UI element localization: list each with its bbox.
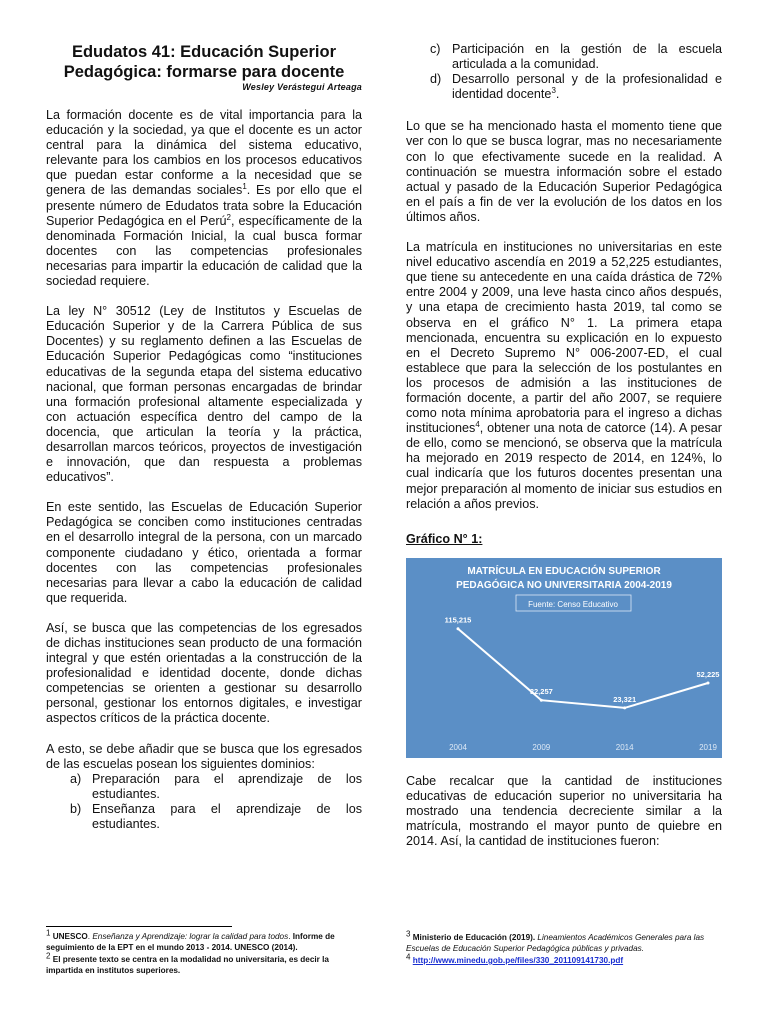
figure-label: Gráfico N° 1: bbox=[406, 531, 483, 546]
data-point bbox=[540, 698, 543, 701]
footnote-ref-3: 3 bbox=[551, 86, 556, 96]
footnotes-left bbox=[46, 926, 354, 977]
data-label: 52,225 bbox=[696, 669, 720, 679]
series-line bbox=[458, 628, 708, 707]
footnote-1: $^1$ UNESCO. Enseñanza y Aprendizaje: lograr la calidad para todos. Informe de seguimiento de la EPT en el mundo 2013 - 2014. UNESCO (2014). bbox=[46, 928, 335, 952]
document-title bbox=[46, 42, 362, 82]
chart-svg bbox=[406, 558, 722, 758]
left-column bbox=[46, 40, 362, 832]
paragraph-competencies: Así, se busca que las competencias de los egresados de dichas instituciones sean producto de una formación integral y que estén orientadas a la construcción de la profesionalidad e identidad docente, donde dichas competencias se orienten a gestionar su desarrollo personal, gestionar los entornos digitales, e investigar aspectos críticos de la práctica docente. bbox=[46, 620, 362, 726]
enrollment-chart bbox=[406, 558, 722, 758]
footnote-3: $^3$ Ministerio de Educación (2019). Lineamientos Académicos Generales para las Escuelas de Educación Superior Pedagógica públicas y privadas. bbox=[406, 929, 705, 953]
data-label: 23,321 bbox=[613, 694, 637, 704]
list-item: c) Participación en la gestión de la escuela articulada a la comunidad. bbox=[430, 42, 722, 72]
x-tick-label: 2009 bbox=[532, 742, 551, 752]
author-name: Wesley Verástegui Arteaga bbox=[242, 82, 362, 92]
title-line-1: Edudatos 41: Educación Superior bbox=[71, 43, 337, 61]
chart-subtitle: Fuente: Censo Educativo bbox=[528, 599, 618, 609]
chart-title-line-2: PEDAGÓGICA NO UNIVERSITARIA 2004-2019 bbox=[456, 579, 672, 591]
list-item: b) Enseñanza para el aprendizaje de los estudiantes. bbox=[70, 801, 362, 832]
data-point bbox=[623, 706, 626, 709]
right-column bbox=[406, 42, 722, 864]
footnote-divider bbox=[46, 926, 232, 927]
data-point bbox=[457, 627, 460, 630]
chart-title-line-1: MATRÍCULA EN EDUCACIÓN SUPERIOR bbox=[467, 565, 661, 577]
data-label: 115,215 bbox=[444, 615, 472, 625]
footnote-ref-4: 4 bbox=[475, 419, 480, 429]
data-point bbox=[707, 681, 710, 684]
list-item: d) Desarrollo personal y de la profesionalidad e identidad docente$^3$. bbox=[430, 72, 722, 102]
paragraph-law: La ley N° 30512 (Ley de Institutos y Escuelas de Educación Superior y de la Carrera Pública de sus Docentes) y su reglamento definen a las Escuelas de Educación Superior Pedagógicas como “instituciones educativas de la segunda etapa del sistema educativo nacional, que forman personas encargadas de brindar una formación profesional altamente especializada y con actuación específica dentro del campo de la docencia, que articulan la teoría y la práctica, desarrollan marcos teóricos, proyectos de investigación e innovación, que dan respuesta a problemas educativos”. bbox=[46, 304, 362, 485]
x-tick-label: 2004 bbox=[449, 742, 467, 752]
footnote-ref-2: 2 bbox=[226, 212, 231, 222]
paragraph-domains: A esto, se debe añadir que se busca que los egresados de las escuelas posean los siguientes dominios: bbox=[46, 741, 362, 771]
list-item: a) Preparación para el aprendizaje de los estudiantes. bbox=[70, 771, 362, 801]
x-tick-label: 2014 bbox=[615, 742, 634, 752]
footnotes-right bbox=[406, 929, 722, 967]
paragraph-sense: En este sentido, las Escuelas de Educación Superior Pedagógica se conciben como instituciones centradas en el desarrollo integral de la persona, con un marcado componente ciudadano y ético, orientada a formar docentes con las competencias profesionales necesarias para llevar a cabo la educación de calidad que requerida. bbox=[46, 500, 362, 605]
domains-list-left bbox=[46, 772, 362, 832]
domains-list-right bbox=[406, 42, 722, 102]
paragraph-institutions: Cabe recalcar que la cantidad de instituciones educativas de educación superior no universitaria ha mostrado una tendencia decreciente similar a la matrícula, mostrando el mayor punto de quiebre en 2014. Así, la cantidad de instituciones fueron: bbox=[406, 773, 722, 849]
title-line-2: Pedagógica: formarse para docente bbox=[63, 63, 345, 81]
data-label: 32,257 bbox=[529, 686, 553, 696]
paragraph-enrollment: La matrícula en instituciones no universitarias en este nivel educativo ascendía en 2019 a 52,225 estudiantes, que tiene su antecedente en una caída drástica de 72% entre 2004 y 2009, una leve hasta cinco años después, y una etapa de crecimiento hasta 2019, tal como se observa en el gráfico N° 1. La primera etapa mencionada, encuentra su explicación en lo expuesto en el Decreto Supremo N° 006-2007-ED, el cual establece que para la selección de los postulantes en los procesos de admisión a las instituciones de formación docente, a partir del año 2007, se requiere como nota mínima aprobatoria para el ingreso a dichas instituciones$^4$, obtener una nota de catorce (14). A pesar de ello, como se mencionó, se observa que la matrícula ha mejorado en 2019 respecto de 2014, en 124%, lo cual indicaría que los futuros docentes presentan una mejor preparación al momento de iniciar sus estudios en relación a años previos. bbox=[406, 240, 722, 511]
paragraph-reality: Lo que se ha mencionado hasta el momento tiene que ver con lo que se busca lograr, mas no necesariamente con lo que efectivamente sucede en la realidad. A continuación se muestra información sobre el estado actual y pasado de la Educación Superior Pedagógica en el país a fin de ver la evolución de los datos en los últimos años. bbox=[406, 119, 722, 224]
footnote-4: $^4$ http://www.minedu.gob.pe/files/330_201109141730.pdf bbox=[406, 952, 624, 965]
footnote-2: $^2$ El presente texto se centra en la modalidad no universitaria, es decir la impartida en institutos superiores. bbox=[46, 951, 329, 975]
footnote-link[interactable]: http://www.minedu.gob.pe/files/330_201109141730.pdf bbox=[412, 956, 624, 965]
x-tick-label: 2019 bbox=[699, 742, 717, 752]
paragraph-intro: La formación docente es de vital importancia para la educación y la sociedad, ya que el docente es un actor central para la dinámica del sistema educativo, relevante para los cambios en los procesos educativos que puedan estar conforme a la necesidad que se genera de las demandas sociales$^1$. Es por ello que el presente número de Edudatos trata sobre la Educación Superior Pedagógica en el Perú$^2$, específicamente de la denominada Formación Inicial, la cual busca formar docentes con las competencias profesionales necesarias para impartir la educación de calidad que la sociedad requiere. bbox=[46, 108, 362, 289]
footnote-ref-1: 1 bbox=[242, 182, 247, 192]
